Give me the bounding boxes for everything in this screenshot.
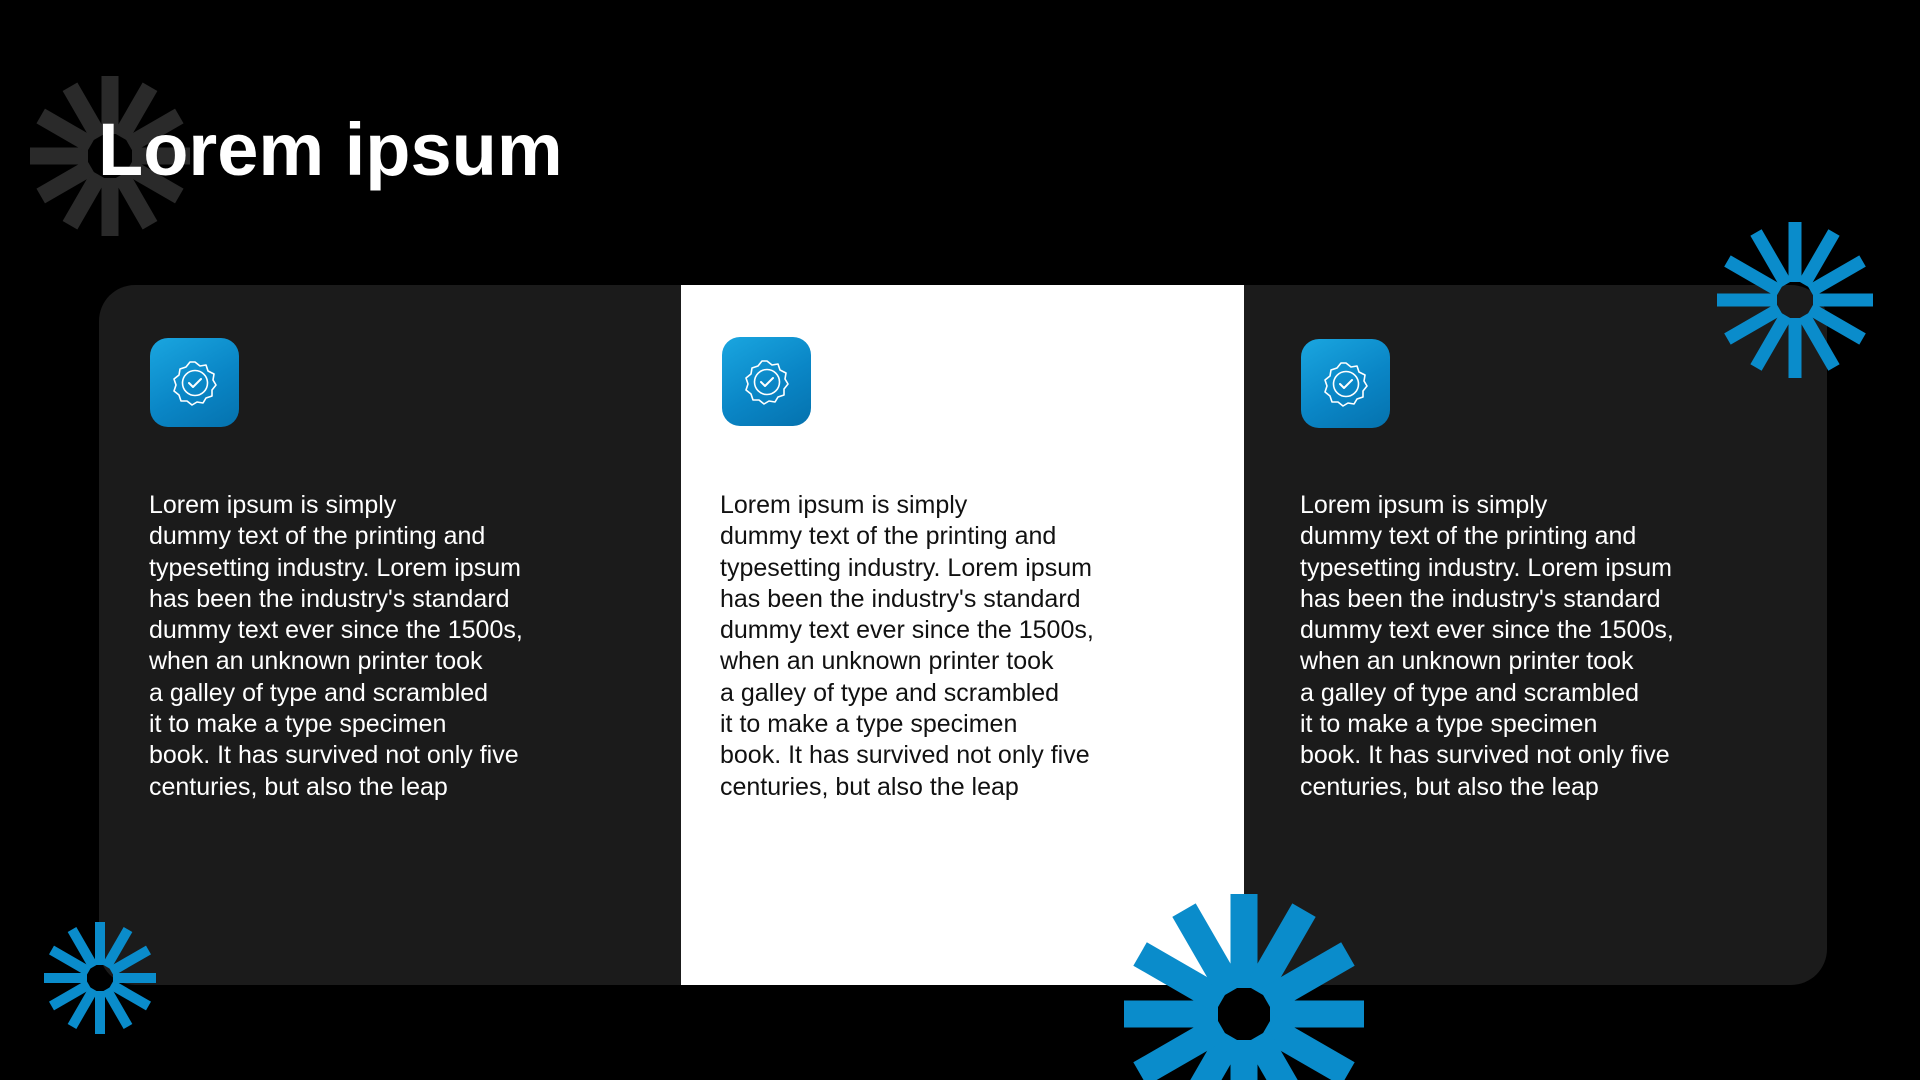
card-1-text: Lorem ipsum is simply dummy text of the printing and typesetting industry. Lorem ipsum has been the industry's standard dummy text ever since the 1500s, when an unknown printer took a galley of type and scrambled it to make a type specimen book. It has survived not only five centuries, but also the leap [149,491,523,801]
card-2 [681,285,1244,985]
page-title: Lorem ipsum [98,108,563,191]
card-2-text: Lorem ipsum is simply dummy text of the printing and typesetting industry. Lorem ipsum has been the industry's standard dummy text ever since the 1500s, when an unknown printer took a galley of type and scrambled it to make a type specimen book. It has survived not only five centuries, but also the leap [720,491,1094,801]
starburst-blue-icon [42,920,158,1036]
card-3-text: Lorem ipsum is simply dummy text of the printing and typesetting industry. Lorem ipsum has been the industry's standard dummy text ever since the 1500s, when an unknown printer took a galley of type and scrambled it to make a type specimen book. It has survived not only five centuries, but also the leap [1300,491,1674,801]
starburst-blue-icon [1122,892,1366,1080]
card-1 [99,285,681,985]
verified-badge-icon [1301,339,1390,428]
starburst-blue-icon [1715,220,1875,380]
verified-badge-icon [150,338,239,427]
card-3 [1244,285,1827,985]
verified-badge-icon [722,337,811,426]
